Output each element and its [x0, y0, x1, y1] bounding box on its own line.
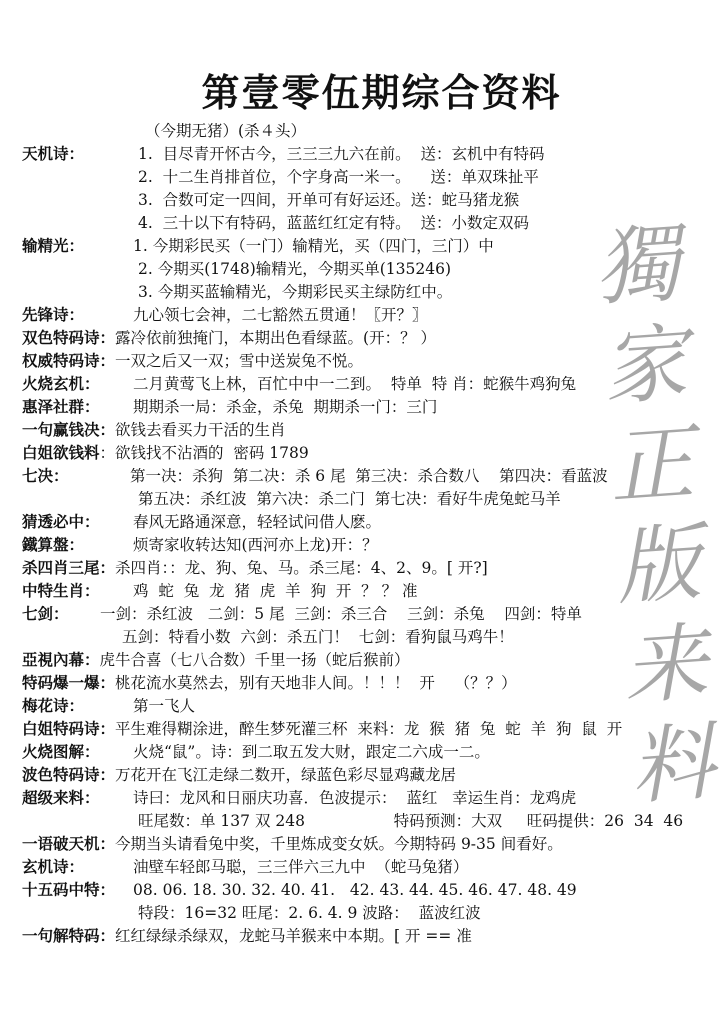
bose-tema-poem: 波色特码诗：万花开在飞江走绿二数开，绿蓝色彩尽显鸡藏龙居 — [22, 765, 457, 784]
shiwuma-label: 十五码中特： — [22, 880, 116, 899]
watermark-char: 料 — [627, 712, 718, 817]
shiwuma-numbers: 08. 06. 18. 30. 32. 40. 41. 42. 43. 44. 45. 46. 47. 48. 49 — [133, 881, 577, 899]
tiesuanpan-label: 鐵算盤： — [22, 535, 85, 554]
meihua-poem-label: 梅花诗： — [22, 696, 85, 715]
tiesuanpan-text: 烦寄家收转达知(西河亦上龙)开：？ — [133, 536, 378, 554]
shasixiao: 杀四肖三尾：杀四肖：：龙、狗、兔、马。杀三尾：4、2、9。[ 开?] — [22, 558, 488, 577]
qijue-label: 七决： — [22, 466, 69, 485]
quanwei-poem: 权威特码诗：一双之后又一双；雪中送炭兔不悦。 — [22, 351, 364, 370]
xuanji-poem-label: 玄机诗： — [22, 857, 85, 876]
yashi-neimu: 亞視內幕：虎牛合喜（七八合数）千里一扬（蛇后猴前） — [22, 650, 410, 669]
huize-label: 惠泽社群： — [22, 397, 100, 416]
tianji-poem-line-3: 3. 合数可定一四间，开单可有好运还。送：蛇马猪龙猴 — [138, 191, 520, 209]
chaoji-lailiao-label: 超级来料： — [22, 788, 100, 807]
yiyu-potianji: 一语破天机：今期当头请看兔中奖，千里炼成变女妖。今期特码 9-35 间看好。 — [22, 834, 563, 853]
huoshao-xuanji-label: 火烧玄机： — [22, 374, 100, 393]
baijie-yuqian: 白姐欲钱料：欲钱找不沾酒的 密码 1789 — [22, 443, 309, 462]
zhongte-shengxiao-label: 中特生肖： — [22, 581, 100, 600]
tianji-poem-line-4: 4. 三十以下有特码，蓝蓝红红定有特。 送：小数定双码 — [138, 214, 529, 232]
huoshao-tujie-text: 火烧“鼠”。诗：到二取五发大财，跟定二六成一二。 — [133, 743, 490, 761]
intro-line: （今期无猪）(杀４头） — [145, 122, 307, 140]
huoshao-tujie-label: 火烧图解： — [22, 742, 100, 761]
shuangse-poem: 双色特码诗：露冷依前独掩门，本期出色看绿蓝。(开：？ ） — [22, 328, 436, 347]
watermark-char: 来 — [620, 612, 711, 717]
tianji-poem-line-1-text: 1. 目尽青开怀古今，三三三九六在前。 送：玄机中有特码 — [138, 145, 545, 163]
qijian-line-1: 一剑：杀红波 二剑：5 尾 三剑：杀三合 三剑：杀兔 四剑：特单 — [100, 605, 582, 623]
caitou-text: 春风无路通深意，轻轻试问借人麽。 — [133, 513, 382, 531]
shujingguang-line-3: 3. 今期买蓝输精光，今期彩民买主绿防红中。 — [138, 283, 453, 301]
baijie-tema-poem: 白姐特码诗：平生难得糊涂进，醉生梦死灌三杯 来料：龙 猴 猪 兔 蛇 羊 狗 鼠 开 — [22, 719, 623, 738]
yiju-jie-tema: 一句解特码：红红绿绿杀绿双，龙蛇马羊猴来中本期。[ 开 == 准 — [22, 926, 472, 945]
xianfeng-poem-text: 九心领七会神，二七豁然五贯通！〖开？〗 — [133, 306, 428, 324]
shujingguang-line-1: 1. 今期彩民买（一门）输精光，买（四门，三门）中 — [133, 237, 494, 255]
watermark-char: 家 — [599, 313, 690, 418]
watermark-char: 版 — [613, 513, 704, 617]
xianfeng-poem-label: 先锋诗： — [22, 305, 85, 324]
qijian-line-2: 五剑：特看小数 六剑：杀五门！ 七剑：看狗鼠马鸡牛！ — [122, 628, 514, 646]
zhongte-shengxiao-text: 鸡 蛇 兔 龙 猪 虎 羊 狗 开 ？ ？ 准 — [133, 582, 418, 600]
meihua-poem-text: 第一飞人 — [133, 697, 196, 715]
caitou-label: 猜透必中： — [22, 512, 100, 531]
huoshao-xuanji-text: 二月黄莺飞上林，百忙中中一二到。 特单 特 肖：蛇猴牛鸡狗兔 — [133, 375, 577, 393]
watermark-char: 獨 — [592, 213, 683, 318]
chaoji-lailiao-line-1: 诗曰：龙风和日丽庆功喜．色波提示： 蓝红 幸运生肖：龙鸡虎 — [133, 789, 577, 807]
chaoji-lailiao-line-2: 旺尾数：单 137 双 248 特码预测：大双 旺码提供：26 34 46 — [138, 812, 684, 830]
qijue-line-1: 第一决：杀狗 第二决：杀 6 尾 第三决：杀合数八 第四决：看蓝波 — [130, 467, 608, 485]
xuanji-poem-text: 油壁车轻郎马聪，三三伴六三九中 （蛇马兔猪） — [133, 858, 469, 876]
shujingguang-line-2: 2. 今期买(1748)输精光，今期买单(135246) — [138, 260, 452, 278]
huize-text: 期期杀一局：杀金，杀兔 期期杀一门：三门 — [133, 398, 438, 416]
tianji-poem-line-1: 天机诗： — [22, 144, 85, 163]
qijue-line-2: 第五决：杀红波 第六决：杀二门 第七决：看好牛虎兔蛇马羊 — [138, 490, 561, 508]
watermark-char: 正 — [606, 413, 697, 517]
teduan-line: 特段：16=32 旺尾：2. 6. 4. 9 波路： 蓝波红波 — [138, 904, 481, 922]
shujingguang-label: 输精光： — [22, 236, 85, 255]
tema-baoyibao: 特码爆一爆：桃花流水莫然去，别有天地非人间。！！！ 开 （？？） — [22, 673, 517, 692]
tianji-poem-line-2: 2. 十二生肖排首位，个字身高一米一。 送：单双珠扯平 — [138, 168, 539, 186]
yiju-yingqian: 一句赢钱决：欲钱去看买力干活的生肖 — [22, 420, 286, 439]
qijian-label: 七剑： — [22, 604, 69, 623]
page-title: 第壹零伍期综合资料 — [201, 71, 562, 115]
